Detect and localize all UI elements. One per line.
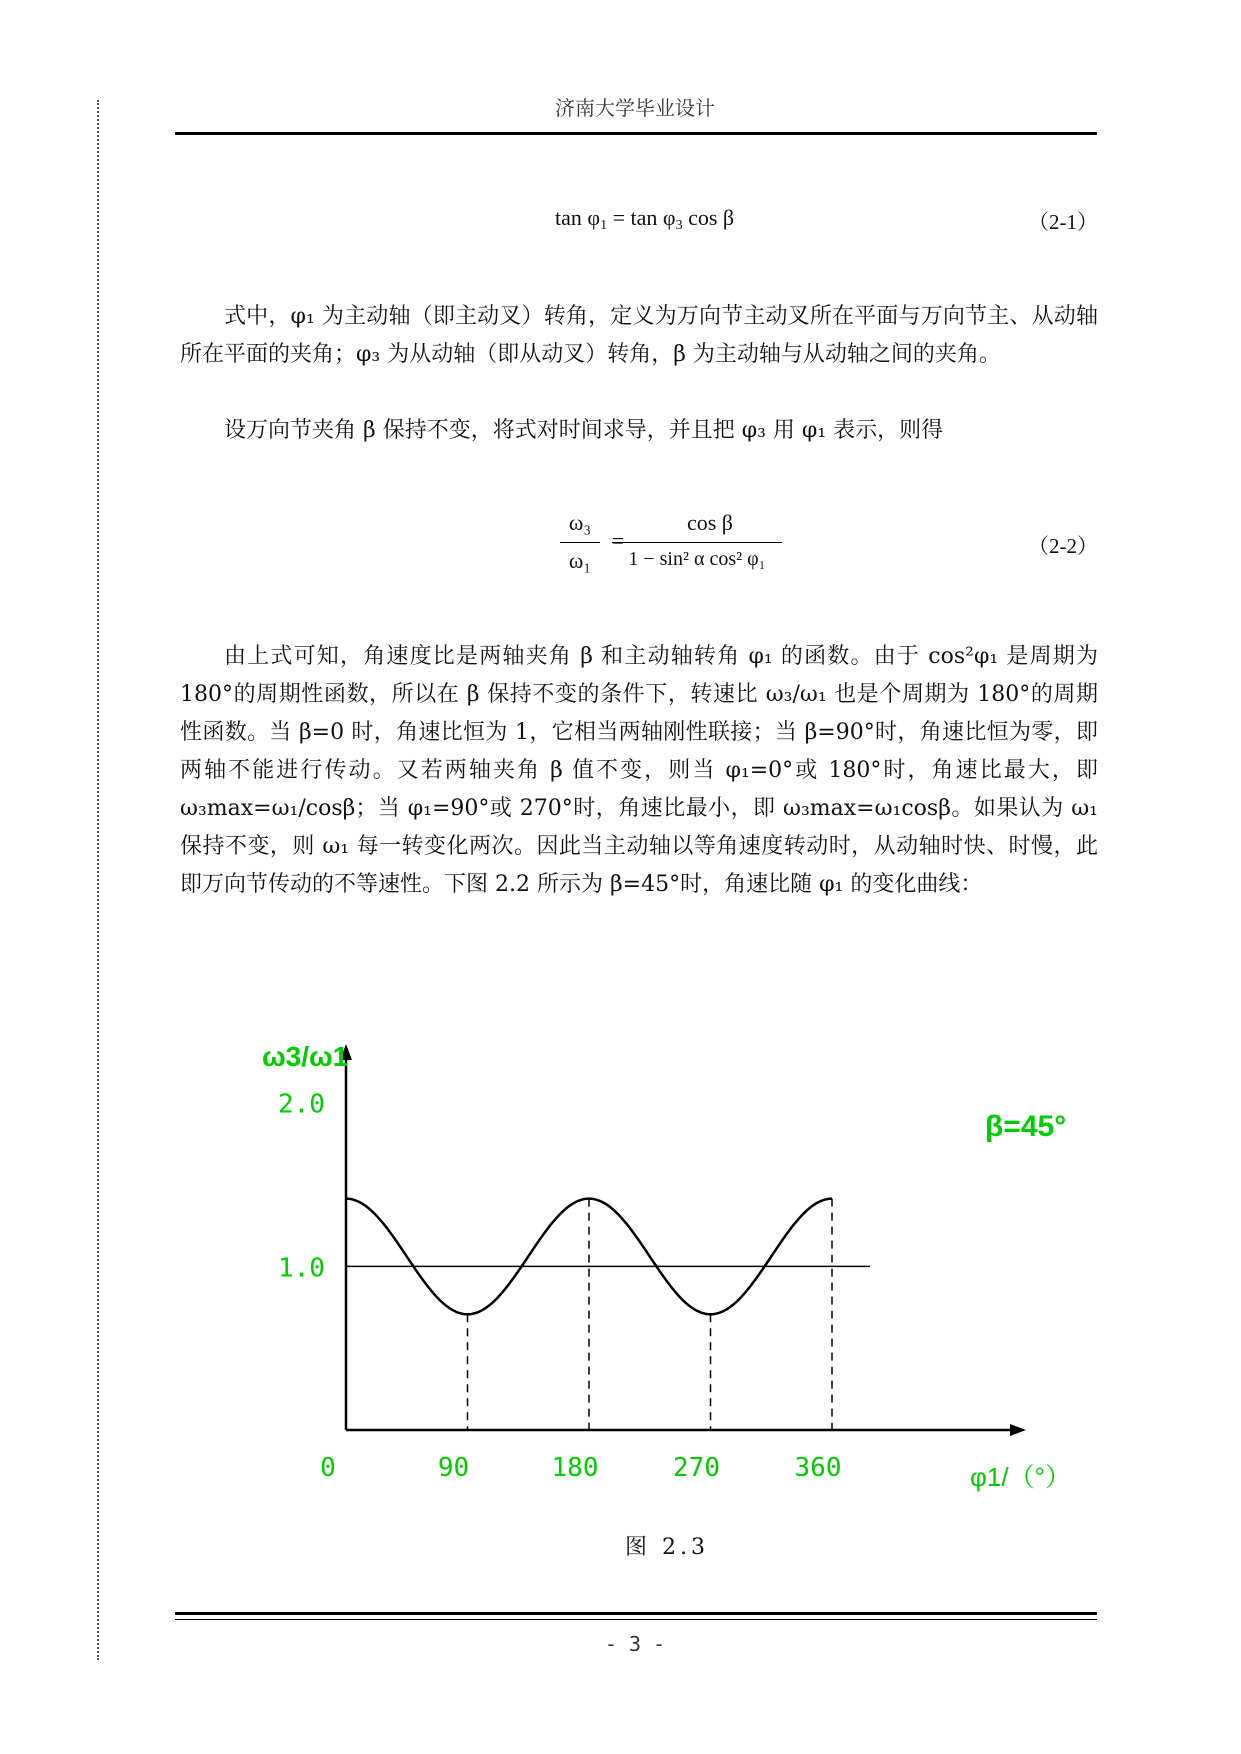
y-tick-label-1: 1.0	[278, 1253, 325, 1284]
eq2-relation: =	[611, 528, 625, 553]
header-rule	[175, 132, 1097, 135]
paragraph-2-text: 设万向节夹角 β 保持不变，将式对时间求导，并且把 φ₃ 用 φ₁ 表示，则得	[224, 418, 944, 443]
paragraph-derivation	[180, 412, 1098, 450]
x-tick-label-90: 90	[437, 1453, 470, 1483]
y-axis-label: ω3/ω1	[262, 1041, 349, 1072]
binding-dotted-line	[97, 100, 99, 1660]
x-tick-label-270: 270	[673, 1453, 720, 1483]
series-annotation-beta: β=45°	[985, 1110, 1067, 1143]
eq2-den-right: 1 − sin² α cos² φ₁	[628, 548, 766, 570]
x-tick-labels	[320, 1453, 841, 1483]
paragraph-analysis	[180, 638, 1098, 904]
footer-rule-thick	[175, 1612, 1097, 1615]
header-title: 济南大学毕业设计	[555, 96, 715, 120]
page-number: - 3 -	[604, 1632, 666, 1656]
x-tick-label-0: 0	[320, 1453, 336, 1483]
x-axis-label: φ1/（°）	[970, 1462, 1071, 1492]
eq2-num-right: cos β	[686, 510, 734, 535]
footer-rule-thin	[175, 1619, 1097, 1620]
figure-caption: 图 2.3	[625, 1535, 709, 1560]
x-axis-arrow	[1010, 1424, 1026, 1436]
x-tick-label-180: 180	[551, 1453, 599, 1483]
eq1-lhs-sub: 1	[600, 218, 608, 233]
paragraph-definitions	[180, 298, 1098, 374]
eq1-relation: =	[612, 205, 625, 230]
eq1-lhs: tan φ	[555, 205, 601, 230]
equation-2-1-number: （2-1）	[1028, 210, 1098, 234]
eq2-fraction-bar-left	[560, 542, 600, 543]
x-tick-label-360: 360	[794, 1453, 842, 1483]
eq1-rhs: tan φ	[630, 205, 676, 230]
eq1-rhs-sub: 3	[675, 218, 683, 233]
paragraph-3-text: 由上式可知，角速度比是两轴夹角 β 和主动轴转角 φ₁ 的函数。由于 cos²φ₁ 是周期为 180°的周期性函数，所以在 β 保持不变的条件下，转速比 ω₃/ω₁ 也是个周期为 180°的周期性函数。当 β=0 时，角速比恒为 1，它相当两轴刚性联接；当 β=90°时，角速比恒为零，即两轴不能进行传动。又若两轴夹角 β 值不变，则当 φ₁=0°或 180°时，角速比最大，即 ω₃max=ω₁/cosβ；当 φ₁=90°或 270°时，角速比最小，即 ω₃max=ω₁cosβ。如果认为 ω₁ 保持不变，则 ω₁ 每一转变化两次。因此当主动轴以等角速度转动时，从动轴时快、时慢，此即万向节传动的不等速性。下图 2.2 所示为 β=45°时，角速比随 φ₁ 的变化曲线：	[180, 644, 1098, 897]
equation-2-1	[555, 205, 734, 234]
eq2-fraction-bar-right	[612, 542, 782, 543]
eq2-den-left: ω₁	[568, 548, 592, 573]
eq2-num-left: ω₃	[568, 510, 592, 535]
angular-velocity-ratio-chart	[250, 1030, 1080, 1510]
eq1-rhs-cos: cos β	[682, 205, 735, 230]
paragraph-1-text: 式中，φ₁ 为主动轴（即主动叉）转角，定义为万向节主动叉所在平面与万向节主、从动轴所在平面的夹角；φ₃ 为从动轴（即从动叉）转角，β 为主动轴与从动轴之间的夹角。	[180, 304, 1098, 367]
dashed-guide-lines	[468, 1199, 833, 1430]
equation-2-2-number: （2-2）	[1028, 534, 1098, 558]
y-tick-label-2: 2.0	[278, 1089, 325, 1120]
